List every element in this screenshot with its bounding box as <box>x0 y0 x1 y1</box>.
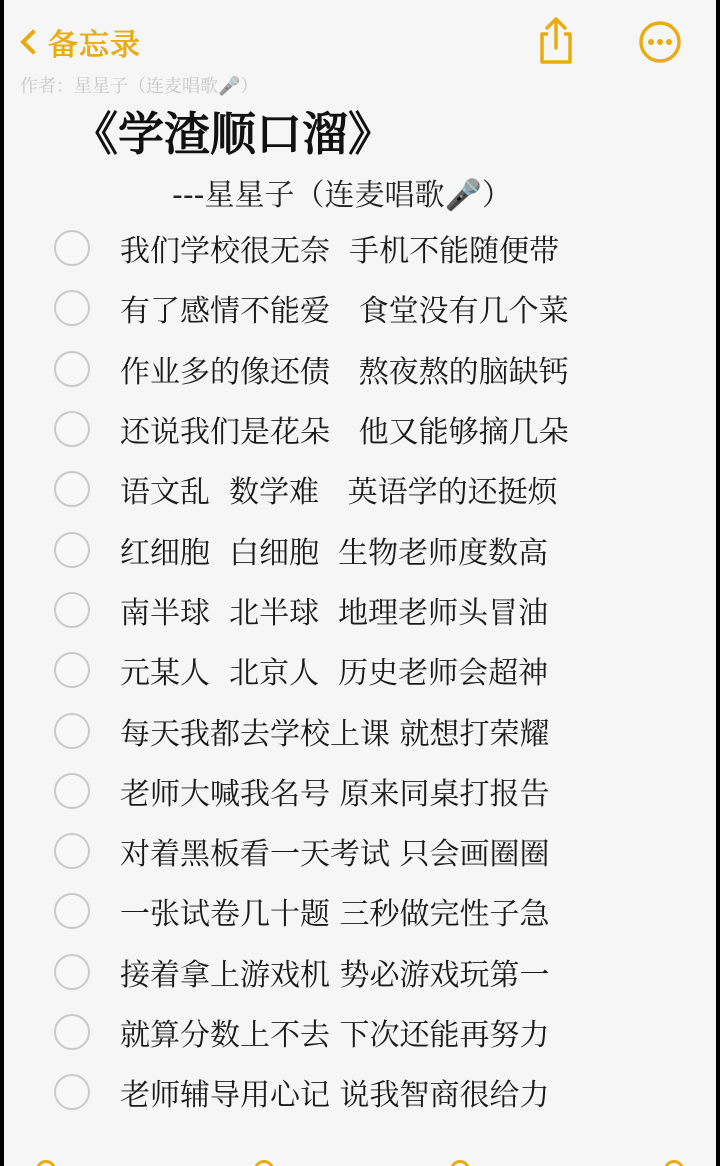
checklist-item-text[interactable]: 我们学校很无奈 手机不能随便带 <box>120 234 560 270</box>
checkbox-circle-icon[interactable] <box>54 773 90 809</box>
back-label: 备忘录 <box>48 28 141 63</box>
checklist-item <box>4 278 716 338</box>
checklist-item-text[interactable]: 每天我都去学校上课 就想打荣耀 <box>120 716 550 752</box>
checkbox-circle-icon[interactable] <box>54 1014 90 1050</box>
checklist-item-text[interactable]: 语文乱 数学难 英语学的还挺烦 <box>120 475 558 511</box>
note-subtitle[interactable]: ---星星子（连麦唱歌🎤） <box>172 178 512 213</box>
notes-screen <box>4 0 716 1166</box>
checkbox-circle-icon[interactable] <box>54 230 90 266</box>
checklist <box>4 218 716 1122</box>
checklist-item <box>4 640 716 700</box>
bottom-toolbar <box>4 1150 716 1166</box>
checklist-item-text[interactable]: 红细胞 白细胞 生物老师度数高 <box>120 535 549 571</box>
more-ellipsis-icon[interactable] <box>638 20 682 64</box>
checklist-item <box>4 399 716 459</box>
checkbox-circle-icon[interactable] <box>54 351 90 387</box>
back-button[interactable] <box>18 20 141 64</box>
checkbox-circle-icon[interactable] <box>54 713 90 749</box>
checkbox-circle-icon[interactable] <box>54 532 90 568</box>
checklist-item <box>4 700 716 760</box>
checklist-item-text[interactable]: 还说我们是花朵 他又能够摘几朵 <box>120 415 569 451</box>
checklist-item-text[interactable]: 一张试卷几十题 三秒做完性子急 <box>120 897 550 933</box>
note-title[interactable]: 《学渣顺口溜》 <box>72 107 394 161</box>
checklist-item <box>4 1002 716 1062</box>
checklist-tool-icon[interactable] <box>36 1160 56 1166</box>
checklist-item <box>4 881 716 941</box>
chevron-left-icon <box>20 29 45 54</box>
checkbox-circle-icon[interactable] <box>54 592 90 628</box>
markup-tool-icon[interactable] <box>450 1160 470 1166</box>
checkbox-circle-icon[interactable] <box>54 1074 90 1110</box>
checklist-item <box>4 942 716 1002</box>
checklist-item <box>4 339 716 399</box>
checkbox-circle-icon[interactable] <box>54 652 90 688</box>
author-watermark: 作者：星星子（连麦唱歌🎤） <box>20 76 259 97</box>
checkbox-circle-icon[interactable] <box>54 471 90 507</box>
checklist-item-text[interactable]: 对着黑板看一天考试 只会画圈圈 <box>120 837 550 873</box>
checklist-item-text[interactable]: 元某人 北京人 历史老师会超神 <box>120 656 549 692</box>
checklist-item <box>4 821 716 881</box>
checklist-item-text[interactable]: 接着拿上游戏机 势必游戏玩第一 <box>120 957 550 993</box>
checklist-item-text[interactable]: 就算分数上不去 下次还能再努力 <box>120 1018 550 1053</box>
checkbox-circle-icon[interactable] <box>54 893 90 929</box>
checklist-item-text[interactable]: 作业多的像还债 熬夜熬的脑缺钙 <box>120 354 569 390</box>
checklist-item <box>4 218 716 278</box>
checklist-item-text[interactable]: 南半球 北半球 地理老师头冒油 <box>120 595 549 631</box>
checkbox-circle-icon[interactable] <box>54 290 90 326</box>
compose-tool-icon[interactable] <box>664 1160 684 1166</box>
checklist-item <box>4 459 716 519</box>
checkbox-circle-icon[interactable] <box>54 833 90 869</box>
checklist-item-text[interactable]: 老师辅导用心记 说我智商很给力 <box>120 1078 550 1114</box>
share-icon[interactable] <box>534 16 578 66</box>
camera-tool-icon[interactable] <box>254 1160 274 1166</box>
checkbox-circle-icon[interactable] <box>54 411 90 447</box>
navigation-bar <box>4 0 716 80</box>
checklist-item-text[interactable]: 老师大喊我名号 原来同桌打报告 <box>120 776 550 812</box>
checklist-item <box>4 1062 716 1122</box>
checklist-item <box>4 580 716 640</box>
checklist-item <box>4 519 716 579</box>
checkbox-circle-icon[interactable] <box>54 954 90 990</box>
checklist-item <box>4 761 716 821</box>
checklist-item-text[interactable]: 有了感情不能爱 食堂没有几个菜 <box>120 294 569 330</box>
